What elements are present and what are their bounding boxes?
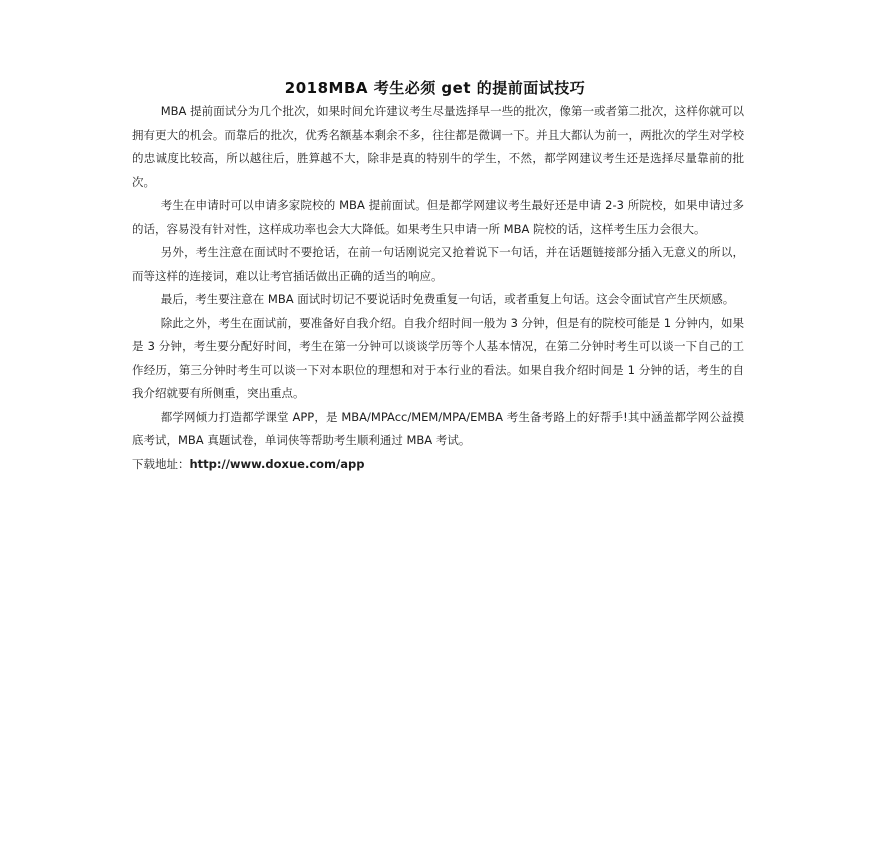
document-title: 2018MBA 考生必须 get 的提前面试技巧 — [284, 79, 586, 97]
paragraph-self-introduction: 除此之外，考生在面试前，要准备好自我介绍。自我介绍时间一般为 3 分钟，但是有的院校可能是 1 分钟内，如果是 3 分钟，考生要分配好时间，考生在第一分钟可以谈谈学历等个人基本情况，在第二分钟时考生可以谈一下自己的工作经历，第三分钟时考生可以谈一下对本职位的理想和对于本行业的看法。如果自我介绍时间是 1 分钟的话，考生的自我介绍就要有所侧重，突出重点。 — [132, 315, 744, 400]
paragraph-multiple-schools: 考生在申请时可以申请多家院校的 MBA 提前面试。但是都学网建议考生最好还是申请 2-3 所院校，如果申请过多的话，容易没有针对性，这样成功率也会大大降低。如果考生只申请一所 MBA 院校的话，这样考生压力会很大。 — [132, 198, 744, 236]
app-promotion-text: 都学网倾力打造都学课堂 APP，是 MBA/MPAcc/MEM/MPA/EMBA 考生备考路上的好帮手!其中涵盖都学网公益摸底考试，MBA 真题试卷，单词侠等帮助考生顺利通过 MBA 考试。 — [132, 409, 744, 447]
paragraph-no-repeating: 最后，考生要注意在 MBA 面试时切记不要说话时免费重复一句话，或者重复上句话。这会令面试官产生厌烦感。 — [160, 292, 735, 306]
paragraph-app-promotion — [132, 406, 744, 477]
paragraph-batch-selection: MBA 提前面试分为几个批次，如果时间允许建议考生尽量选择早一些的批次，像第一或者第二批次，这样你就可以拥有更大的机会。而靠后的批次，优秀名额基本剩余不多，往往都是微调一下。并且大都认为前一，两批次的学生对学校的忠诚度比较高，所以越往后，胜算越不大，除非是真的特别牛的学生，不然，都学网建议考生还是选择尽量靠前的批次。 — [132, 104, 744, 189]
download-label: 下载地址： — [132, 456, 190, 471]
paragraph-no-interrupting: 另外，考生注意在面试时不要抢话，在前一句话刚说完又抢着说下一句话，并在话题链接部分插入无意义的所以，而等这样的连接词，难以让考官插话做出正确的适当的响应。 — [132, 245, 744, 283]
download-url: http://www.doxue.com/app — [189, 456, 365, 471]
document-body — [132, 100, 744, 476]
download-line — [132, 453, 744, 477]
